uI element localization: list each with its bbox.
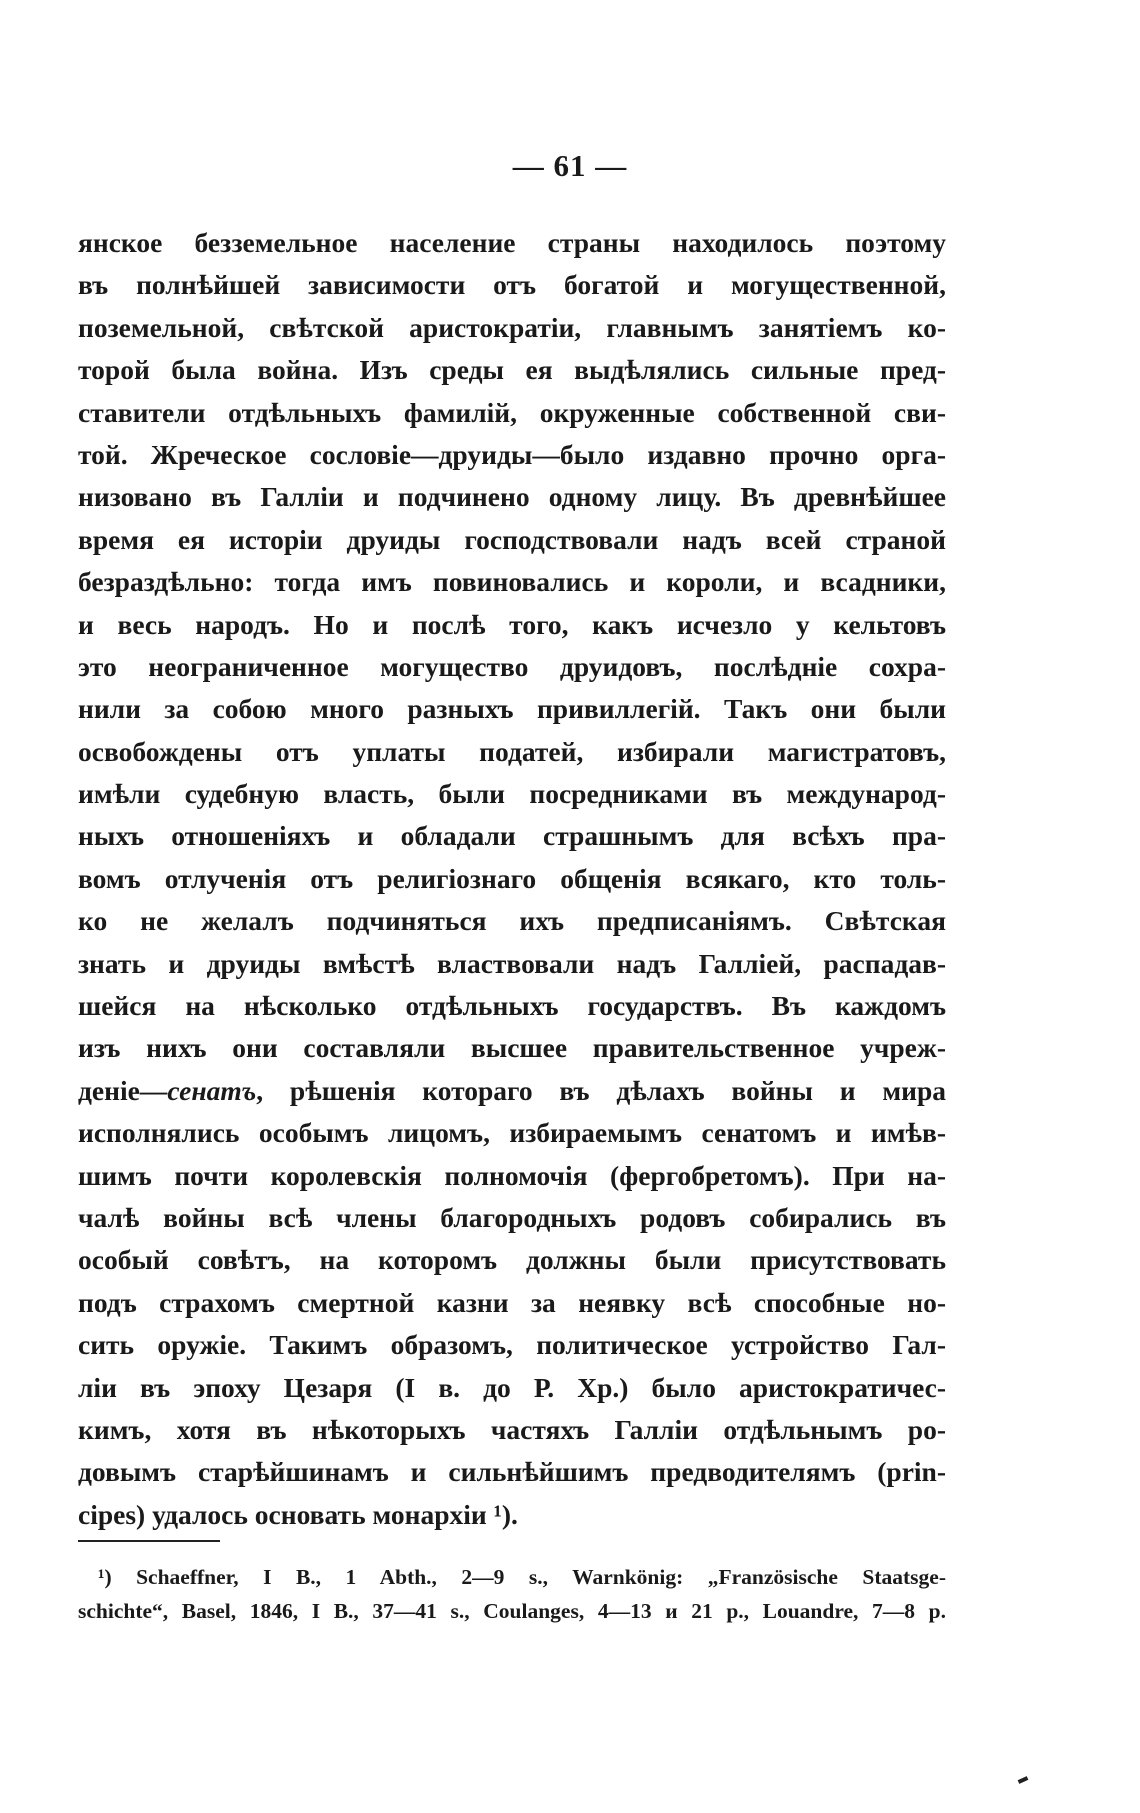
text-line: изъ нихъ они составляли высшее правительственное учреж- [78, 1032, 946, 1064]
text-line: довымъ старѣйшинамъ и сильнѣйшимъ предводителямъ (prin- [78, 1456, 946, 1488]
text-line: шейся на нѣсколько отдѣльныхъ государствъ. Въ каждомъ [78, 990, 946, 1022]
text-line: чалѣ войны всѣ члены благородныхъ родовъ собирались въ [78, 1201, 946, 1233]
text-line: шимъ почти королевскія полномочія (фергобретомъ). При на- [78, 1159, 946, 1191]
footnote-line: schichte“, Basel, 1846, I B., 37—41 s., Coulanges, 4—13 и 21 p., Louandre, 7—8 p. [78, 1599, 946, 1623]
text-line: торой была война. Изъ среды ея выдѣлялись сильные пред- [78, 354, 946, 386]
emphasized-term: сенатъ [167, 1074, 257, 1106]
text-line: подъ страхомъ смертной казни за неявку всѣ способные но- [78, 1286, 946, 1318]
text-line: ліи въ эпоху Цезаря (I в. до Р. Хр.) было аристократичес- [78, 1371, 946, 1403]
ink-speck-mark [1018, 1776, 1029, 1784]
text-line: низовано въ Галліи и подчинено одному лицу. Въ древнѣйшее [78, 481, 946, 513]
text-line-before: деніе— [78, 1074, 168, 1106]
text-line: сить оружіе. Такимъ образомъ, политическое устройство Гал- [78, 1329, 946, 1361]
text-line: освобождены отъ уплаты податей, избирали магистратовъ, [78, 735, 946, 767]
text-line: янское безземельное население страны находилось поэтому [78, 227, 946, 258]
text-line-last: cipes) удалось основать монархіи ¹). [78, 1498, 518, 1530]
footnote-rule [78, 1540, 220, 1542]
text-line: кимъ, хотя въ нѣкоторыхъ частяхъ Галліи отдѣльнымъ ро- [78, 1413, 946, 1445]
text-line: вомъ отлученія отъ религіознаго общенія всякаго, кто толь- [78, 862, 946, 894]
text-line: и весь народъ. Но и послѣ того, какъ исчезло у кельтовъ [78, 608, 946, 640]
text-line: знать и друиды вмѣстѣ властвовали надъ Галліей, распадав- [78, 947, 946, 979]
text-line: той. Жреческое сословіе—друиды—было издавно прочно орга- [78, 438, 946, 470]
page-number: — 61 — [512, 148, 628, 183]
footnote [78, 1560, 946, 1628]
text-line: безраздѣльно: тогда имъ повиновались и короли, и всадники, [78, 566, 946, 598]
text-line: особый совѣтъ, на которомъ должны были присутствовать [78, 1244, 946, 1276]
text-line: ныхъ отношеніяхъ и обладали страшнымъ для всѣхъ пра- [78, 820, 946, 852]
text-line: нили за собою много разныхъ привиллегій. Такъ они были [78, 693, 946, 725]
text-line: въ полнѣйшей зависимости отъ богатой и могущественной, [78, 269, 946, 301]
text-line: имѣли судебную власть, были посредниками въ международ- [78, 778, 946, 810]
text-line: время ея исторіи друиды господствовали надъ всей страной [78, 523, 946, 555]
text-line: ставители отдѣльныхъ фамилій, окруженные собственной сви- [78, 396, 946, 428]
text-line: ко не желалъ подчиняться ихъ предписаніямъ. Свѣтская [78, 905, 946, 937]
body-text [78, 222, 946, 1536]
text-line: это неограниченное могущество друидовъ, послѣдніе сохра- [78, 650, 946, 682]
text-line: поземельной, свѣтской аристократіи, главнымъ занятіемъ ко- [78, 311, 946, 343]
text-line-senate [78, 1070, 946, 1112]
text-line-after: , рѣшенія котораго въ дѣлахъ войны и мира [256, 1074, 946, 1106]
text-line: исполнялись особымъ лицомъ, избираемымъ сенатомъ и имѣв- [78, 1117, 946, 1149]
footnote-line: ¹) Schaeffner, I B., 1 Abth., 2—9 s., Warnkönig: „Französische Staatsge- [98, 1565, 946, 1589]
